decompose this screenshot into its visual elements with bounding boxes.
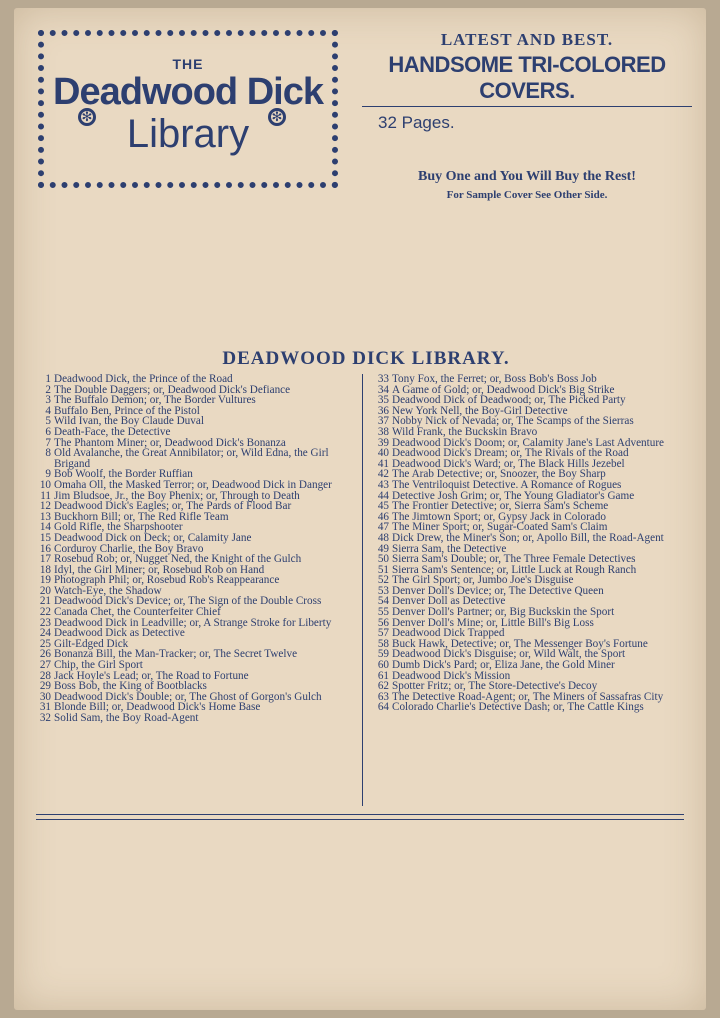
item-number: 28 — [39, 669, 51, 682]
item-title: Buckhorn Bill; or, The Red Rifle Team — [54, 510, 229, 523]
item-title: Spotter Fritz; or, The Store-Detective's Decoy — [392, 680, 598, 693]
item-number: 36 — [377, 404, 389, 417]
item-number: 58 — [377, 637, 389, 650]
item-title: Deadwood Dick's Dream; or, The Rivals of the Road — [392, 447, 629, 460]
promo-latest: LATEST AND BEST. — [440, 30, 614, 49]
item-title: The Detective Road-Agent; or, The Miners of Sassafras City — [392, 690, 664, 703]
item-title: Photograph Phil; or, Rosebud Rob's Reappearance — [54, 574, 280, 587]
item-title: Denver Doll as Detective — [392, 595, 506, 608]
item-number: 64 — [377, 701, 389, 714]
item-number: 49 — [377, 542, 389, 555]
item-number: 1 — [45, 373, 51, 385]
item-title: Solid Sam, the Boy Road-Agent — [54, 712, 199, 724]
promo-pages: 32 Pages. — [378, 113, 455, 132]
item-title: Wild Frank, the Buckskin Bravo — [392, 425, 538, 438]
item-number: 51 — [377, 563, 389, 576]
item-number: 27 — [39, 659, 51, 672]
item-number: 62 — [377, 680, 389, 693]
item-title: Denver Doll's Partner; or, Big Buckskin the Sport — [392, 606, 615, 619]
item-title: Sierra Sam, the Detective — [392, 542, 507, 555]
item-number: 26 — [39, 648, 51, 661]
logo-title: Deadwood Dick — [53, 71, 323, 113]
list-item — [372, 480, 690, 491]
item-title: Gold Rifle, the Sharpshooter — [54, 521, 183, 534]
item-title: Deadwood Dick of Deadwood; or, The Picked Party — [392, 394, 626, 407]
list-item — [372, 533, 690, 544]
item-title: Jack Hoyle's Lead; or, The Road to Fortune — [54, 669, 249, 682]
item-number: 13 — [39, 510, 51, 523]
item-number: 12 — [39, 500, 51, 513]
item-title: Sierra Sam's Sentence; or, Little Luck at Rough Ranch — [392, 563, 637, 576]
item-title: Deadwood Dick's Mission — [392, 669, 511, 682]
promo-covers: HANDSOME TRI-COLORED COVERS. — [362, 52, 692, 107]
item-title: Blonde Bill; or, Deadwood Dick's Home Base — [54, 701, 261, 714]
list-item — [34, 427, 354, 438]
title-list-left — [34, 374, 354, 724]
list-item — [372, 374, 690, 385]
item-title: Sierra Sam's Double; or, The Three Female Detectives — [392, 553, 636, 566]
item-number: 29 — [39, 680, 51, 693]
item-number: 46 — [377, 510, 389, 523]
item-number: 21 — [39, 595, 51, 608]
item-title: Jim Bludsoe, Jr., the Boy Phenix; or, Through to Death — [54, 489, 300, 502]
item-number: 8 — [45, 447, 51, 460]
item-number: 6 — [45, 425, 51, 438]
item-number: 2 — [45, 383, 51, 396]
item-number: 34 — [377, 383, 389, 396]
list-item — [34, 374, 354, 385]
item-number: 31 — [39, 701, 51, 714]
item-number: 55 — [377, 606, 389, 619]
item-title: The Ventriloquist Detective. A Romance of Rogues — [392, 478, 622, 491]
item-title: Rosebud Rob; or, Nugget Ned, the Knight of the Gulch — [54, 553, 302, 566]
item-title: The Girl Sport; or, Jumbo Joe's Disguise — [392, 574, 574, 587]
item-title: Deadwood Dick's Device; or, The Sign of the Double Cross — [54, 595, 322, 608]
item-number: 39 — [377, 436, 389, 449]
item-number: 60 — [377, 659, 389, 672]
item-title: The Frontier Detective; or, Sierra Sam's Scheme — [392, 500, 609, 513]
item-number: 4 — [45, 404, 51, 417]
promo-block — [362, 30, 692, 201]
item-title: Deadwood Dick on Deck; or, Calamity Jane — [54, 531, 252, 544]
item-title: Colorado Charlie's Detective Dash; or, The Cattle Kings — [392, 701, 644, 714]
item-number: 47 — [377, 521, 389, 534]
item-title: Idyl, the Girl Miner; or, Rosebud Rob on Hand — [54, 563, 265, 576]
logo-the: THE — [172, 56, 204, 72]
list-title: DEADWOOD DICK LIBRARY. — [222, 348, 510, 369]
item-title: Canada Chet, the Counterfeiter Chief — [54, 606, 221, 619]
item-title: Chip, the Girl Sport — [54, 659, 143, 672]
wheel-icon: ✻ — [78, 108, 96, 126]
item-title: Old Avalanche, the Great Annibilator; or, Wild Edna, the Girl Brigand — [54, 447, 329, 470]
item-number: 9 — [45, 468, 51, 481]
wheel-icon: ✻ — [268, 108, 286, 126]
item-number: 15 — [39, 531, 51, 544]
item-number: 54 — [377, 595, 389, 608]
item-number: 32 — [39, 712, 51, 724]
item-number: 10 — [39, 478, 51, 491]
item-number: 43 — [377, 478, 389, 491]
item-number: 61 — [377, 669, 389, 682]
item-title: Corduroy Charlie, the Boy Bravo — [54, 542, 204, 555]
item-number: 18 — [39, 563, 51, 576]
item-number: 22 — [39, 606, 51, 619]
list-item — [34, 713, 354, 724]
item-title: The Double Daggers; or, Deadwood Dick's Defiance — [54, 383, 291, 396]
title-list-right — [372, 374, 690, 713]
item-title: The Phantom Miner; or, Deadwood Dick's Bonanza — [54, 436, 286, 449]
item-title: Wild Ivan, the Boy Claude Duval — [54, 415, 204, 428]
bottom-rule — [36, 814, 684, 820]
item-number: 23 — [39, 616, 51, 629]
item-number: 45 — [377, 500, 389, 513]
item-title: Deadwood Dick, the Prince of the Road — [54, 373, 233, 385]
item-number: 16 — [39, 542, 51, 555]
item-title: Denver Doll's Mine; or, Little Bill's Big Loss — [392, 616, 594, 629]
item-title: Denver Doll's Device; or, The Detective Queen — [392, 584, 604, 597]
item-title: Nobby Nick of Nevada; or, The Scamps of the Sierras — [392, 415, 634, 428]
item-title: Deadwood Dick's Doom; or, Calamity Jane's Last Adventure — [392, 436, 665, 449]
promo-buy: Buy One and You Will Buy the Rest! — [418, 169, 636, 184]
item-number: 40 — [377, 447, 389, 460]
item-number: 30 — [39, 690, 51, 703]
item-number: 50 — [377, 553, 389, 566]
item-number: 56 — [377, 616, 389, 629]
list-item — [372, 427, 690, 438]
item-number: 11 — [40, 489, 51, 502]
item-title: Deadwood Dick in Leadville; or, A Strange Stroke for Liberty — [54, 616, 332, 629]
item-title: Deadwood Dick as Detective — [54, 627, 185, 640]
list-item — [372, 702, 690, 713]
item-title: Death-Face, the Detective — [54, 425, 171, 438]
item-title: Gilt-Edged Dick — [54, 637, 129, 650]
item-title: Detective Josh Grim; or, The Young Gladiator's Game — [392, 489, 635, 502]
promo-sample: For Sample Cover See Other Side. — [446, 189, 608, 201]
item-title: Dick Drew, the Miner's Son; or, Apollo Bill, the Road-Agent — [392, 531, 664, 544]
item-title: Deadwood Dick's Eagles; or, The Pards of Flood Bar — [54, 500, 292, 513]
item-title: Bonanza Bill, the Man-Tracker; or, The Secret Twelve — [54, 648, 298, 661]
item-title: New York Nell, the Boy-Girl Detective — [392, 404, 568, 417]
item-title: Deadwood Dick Trapped — [392, 627, 505, 640]
list-item — [34, 448, 354, 469]
item-number: 7 — [45, 436, 51, 449]
item-number: 17 — [39, 553, 51, 566]
item-title: The Arab Detective; or, Snoozer, the Boy Sharp — [392, 468, 606, 481]
logo-library: Library — [126, 112, 250, 156]
item-number: 3 — [45, 394, 51, 407]
item-number: 52 — [377, 574, 389, 587]
item-number: 41 — [377, 457, 389, 470]
item-number: 37 — [377, 415, 389, 428]
list-item — [34, 480, 354, 491]
item-number: 20 — [39, 584, 51, 597]
item-title: The Miner Sport; or, Sugar-Coated Sam's Claim — [392, 521, 608, 534]
item-title: Deadwood Dick's Disguise; or, Wild Walt, the Sport — [392, 648, 626, 661]
item-number: 25 — [39, 637, 51, 650]
item-number: 24 — [39, 627, 51, 640]
item-title: Boss Bob, the King of Bootblacks — [54, 680, 207, 693]
item-title: Watch-Eye, the Shadow — [54, 584, 162, 597]
item-number: 38 — [377, 425, 389, 438]
item-title: Buck Hawk, Detective; or, The Messenger Boy's Fortune — [392, 637, 648, 650]
column-divider — [362, 374, 363, 806]
item-number: 57 — [377, 627, 389, 640]
item-number: 35 — [377, 394, 389, 407]
item-title: Deadwood Dick's Double; or, The Ghost of Gorgon's Gulch — [54, 690, 322, 703]
item-number: 42 — [377, 468, 389, 481]
item-number: 53 — [377, 584, 389, 597]
item-number: 48 — [377, 531, 389, 544]
list-item — [34, 533, 354, 544]
item-number: 59 — [377, 648, 389, 661]
item-title: The Buffalo Demon; or, The Border Vultures — [54, 394, 256, 407]
item-number: 19 — [39, 574, 51, 587]
item-number: 14 — [39, 521, 51, 534]
item-number: 33 — [377, 373, 389, 385]
item-title: The Jimtown Sport; or, Gypsy Jack in Colorado — [392, 510, 606, 523]
item-number: 44 — [377, 489, 389, 502]
item-title: Bob Woolf, the Border Ruffian — [54, 468, 193, 481]
item-number: 63 — [377, 690, 389, 703]
item-title: A Game of Gold; or, Deadwood Dick's Big Strike — [392, 383, 615, 396]
item-title: Omaha Oll, the Masked Terror; or, Deadwood Dick in Danger — [54, 478, 332, 491]
item-number: 5 — [45, 415, 51, 428]
item-title: Dumb Dick's Pard; or, Eliza Jane, the Gold Miner — [392, 659, 615, 672]
item-title: Tony Fox, the Ferret; or, Boss Bob's Boss Job — [392, 373, 597, 385]
item-title: Buffalo Ben, Prince of the Pistol — [54, 404, 200, 417]
item-title: Deadwood Dick's Ward; or, The Black Hills Jezebel — [392, 457, 625, 470]
